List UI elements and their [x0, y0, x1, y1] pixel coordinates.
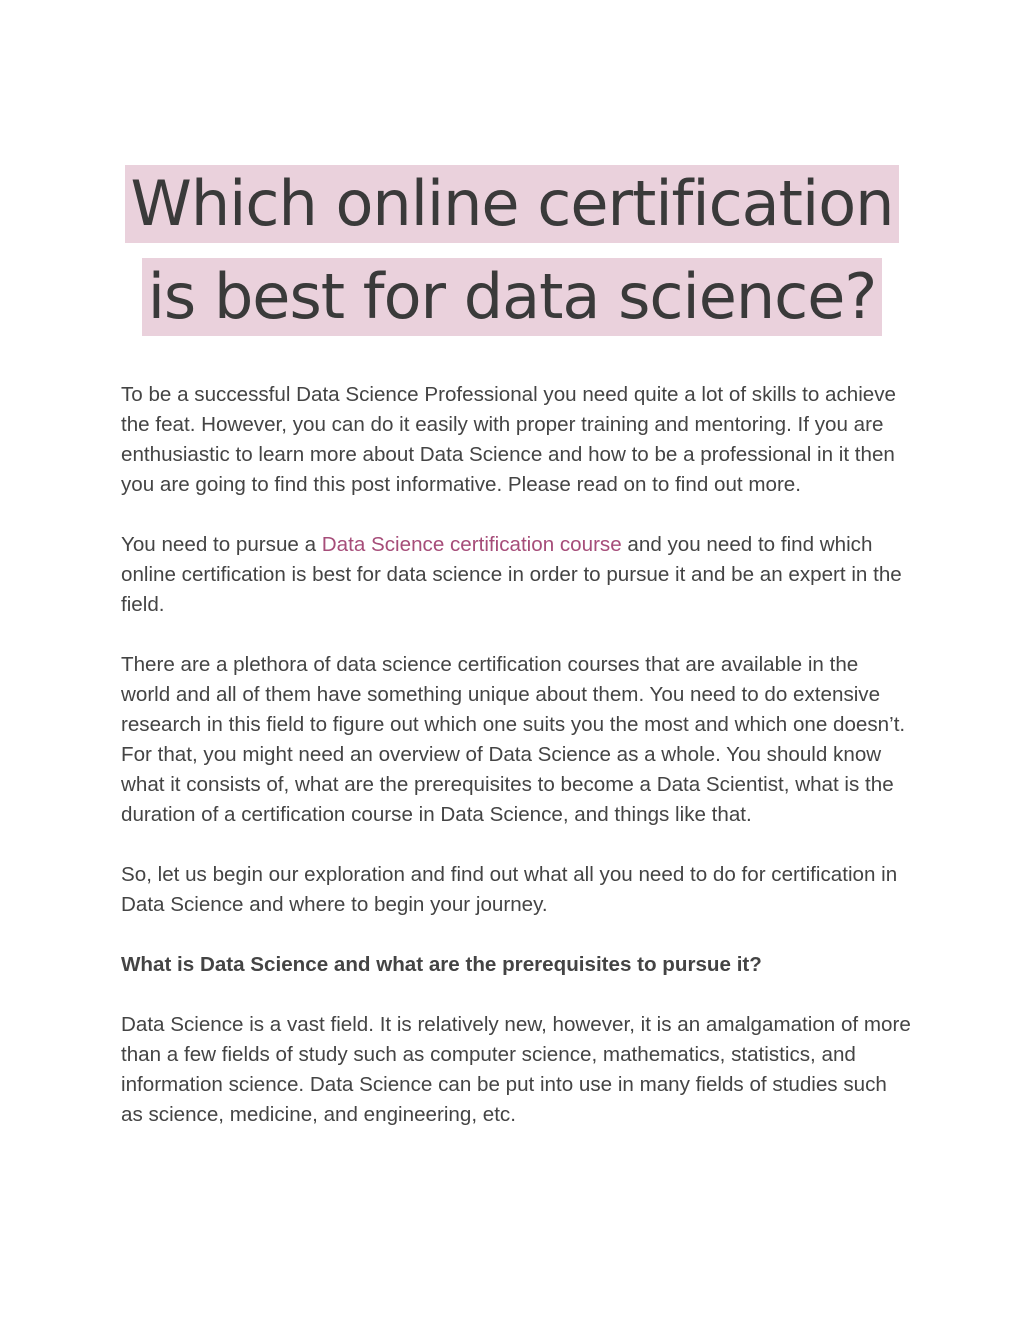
- paragraph-certification-lead: You need to pursue a: [121, 533, 322, 556]
- paragraph-definition: Data Science is a vast field. It is relatively new, however, it is an amalgamation of more than a few fields of study such as computer science, mathematics, statistics, and information science. Data Science can be put into use in many fields of studies such as science, medicine, and engineering, etc.: [121, 1013, 911, 1126]
- title-line-2: is best for data science?: [142, 258, 883, 336]
- paragraph-exploration: So, let us begin our exploration and find out what all you need to do for certification in Data Science and where to begin your journey.: [121, 863, 898, 916]
- paragraph-certification: [121, 530, 911, 620]
- section-heading: What is Data Science and what are the prerequisites to pursue it?: [121, 953, 762, 976]
- paragraph-intro: To be a successful Data Science Professional you need quite a lot of skills to achieve the feat. However, you can do it easily with proper training and mentoring. If you are enthusiastic to learn more about Data Science and how to be a professional in it then you are going to find this post informative. Please read on to find out more.: [121, 383, 896, 496]
- page-title: [0, 160, 1024, 346]
- paragraph-plethora: There are a plethora of data science certification courses that are available in the world and all of them have something unique about them. You need to do extensive research in this field to figure out which one suits you the most and which one doesn’t. For that, you might need an overview of Data Science as a whole. You should know what it consists of, what are the prerequisites to become a Data Scientist, what is the duration of a certification course in Data Science, and things like that.: [121, 653, 906, 826]
- certification-course-link[interactable]: Data Science certification course: [321, 533, 622, 556]
- paragraph-certification-tail: and you need to find which online certification is best for data science in order to pursue it and be an expert in the field.: [121, 533, 902, 616]
- title-line-1: Which online certification: [125, 165, 900, 243]
- article-body: [121, 380, 911, 1160]
